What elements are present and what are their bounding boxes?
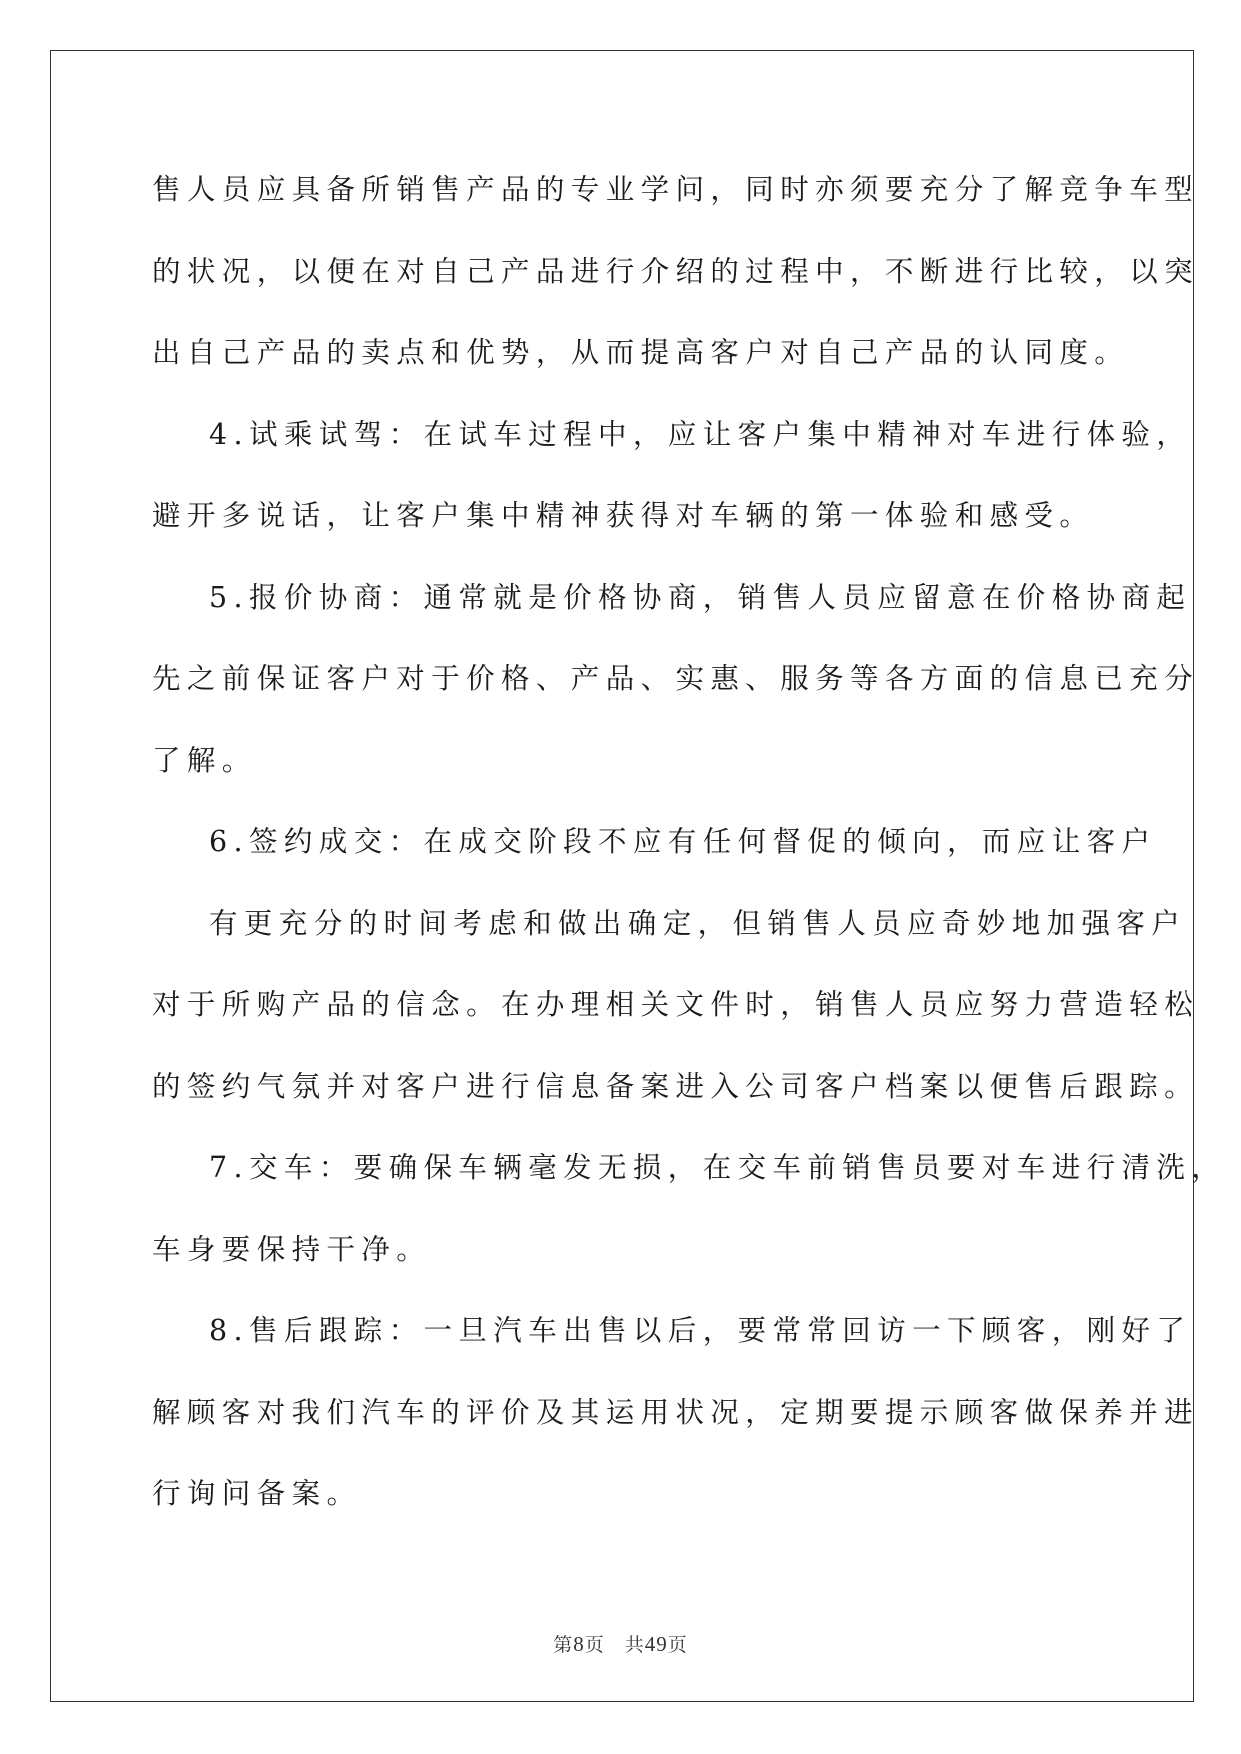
text-line-8: 了解。	[152, 743, 257, 777]
text-line-16: 解顾客对我们汽车的评价及其运用状况，定期要提示顾客做保养并进	[152, 1395, 1200, 1429]
text-line-1: 售人员应具备所销售产品的专业学问，同时亦须要充分了解竞争车型	[152, 173, 1200, 206]
page-number-suffix: 页	[584, 1634, 605, 1656]
page-number: 8	[573, 1632, 585, 1656]
text-line-11: 对于所购产品的信念。在办理相关文件时，销售人员应努力营造轻松	[152, 988, 1200, 1021]
document-body	[152, 160, 1227, 1546]
text-line-2: 的状况，以便在对自己产品进行介绍的过程中，不断进行比较，以突	[152, 254, 1200, 288]
page-number-prefix: 第	[553, 1634, 574, 1656]
text-line-9: 6.签约成交：在成交阶段不应有任何督促的倾向，而应让客户	[209, 825, 1157, 858]
text-line-3: 出自己产品的卖点和优势，从而提高客户对自己产品的认同度。	[152, 336, 1130, 369]
total-pages-prefix: 共	[624, 1634, 645, 1656]
text-line-12: 的签约气氛并对客户进行信息备案进入公司客户档案以便售后跟踪。	[152, 1069, 1200, 1103]
text-line-17: 行询问备案。	[152, 1477, 362, 1510]
text-line-6: 5.报价协商：通常就是价格协商，销售人员应留意在价格协商起	[209, 580, 1192, 614]
text-line-5: 避开多说话，让客户集中精神获得对车辆的第一体验和感受。	[152, 499, 1095, 532]
text-line-13: 7.交车：要确保车辆毫发无损，在交车前销售员要对车进行清洗，	[209, 1151, 1227, 1184]
total-pages-suffix: 页	[667, 1634, 688, 1656]
text-line-10: 有更充分的时间考虑和做出确定，但销售人员应奇妙地加强客户	[209, 906, 1187, 940]
text-line-4: 4.试乘试驾：在试车过程中，应让客户集中精神对车进行体验，	[209, 417, 1192, 451]
page-footer	[0, 1630, 1241, 1657]
total-pages: 49	[644, 1632, 668, 1656]
text-line-7: 先之前保证客户对于价格、产品、实惠、服务等各方面的信息已充分	[152, 662, 1200, 695]
text-line-15: 8.售后跟踪：一旦汽车出售以后，要常常回访一下顾客，刚好了	[209, 1314, 1192, 1347]
text-line-14: 车身要保持干净。	[152, 1232, 432, 1266]
